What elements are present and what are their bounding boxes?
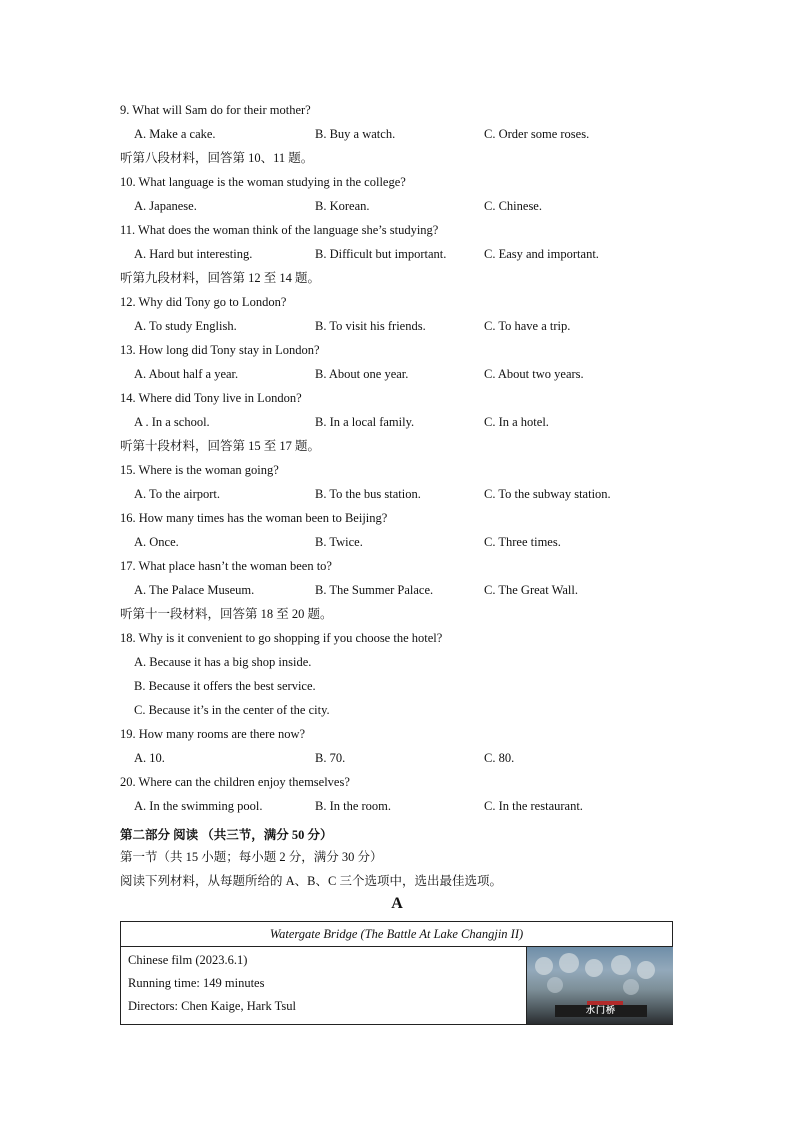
question-10: 10. What language is the woman studying in the college? xyxy=(120,175,406,189)
option-a: A. In the swimming pool. xyxy=(134,799,263,813)
option-a: A. Once. xyxy=(134,535,179,549)
film-release: Chinese film (2023.6.1) xyxy=(128,953,248,967)
option-a: A. 10. xyxy=(134,751,165,765)
option-b: B. Difficult but important. xyxy=(315,247,447,261)
option-c: C. 80. xyxy=(484,751,515,765)
option-b: B. To visit his friends. xyxy=(315,319,426,333)
section-heading: 听第十段材料，回答第 15 至 17 题。 xyxy=(120,439,321,453)
question-19: 19. How many rooms are there now? xyxy=(120,727,306,741)
option-b: B. In the room. xyxy=(315,799,392,813)
option-b: B. Twice. xyxy=(315,535,363,549)
option-b: B. Korean. xyxy=(315,199,370,213)
film-directors: Directors: Chen Kaige, Hark Tsul xyxy=(128,999,296,1013)
option-a: A. Make a cake. xyxy=(134,127,216,141)
film-info-box xyxy=(120,921,673,1025)
section-heading: 听第十一段材料，回答第 18 至 20 题。 xyxy=(120,607,333,621)
question-13: 13. How long did Tony stay in London? xyxy=(120,343,320,357)
poster-figure xyxy=(623,979,639,995)
option-c: C. In the restaurant. xyxy=(484,799,583,813)
option-c: C. In a hotel. xyxy=(484,415,549,429)
question-14: 14. Where did Tony live in London? xyxy=(120,391,302,405)
option-c: C. Three times. xyxy=(484,535,561,549)
poster-figure xyxy=(611,955,631,975)
option-a: A. Because it has a big shop inside. xyxy=(134,655,312,669)
film-title: Watergate Bridge (The Battle At Lake Changjin II) xyxy=(121,922,672,947)
part-subtitle: 第一节（共 15 小题；每小题 2 分，满分 30 分） xyxy=(120,850,383,864)
option-c: C. Easy and important. xyxy=(484,247,599,261)
poster-figure xyxy=(559,953,579,973)
option-b: B. About one year. xyxy=(315,367,409,381)
poster-figure xyxy=(585,959,603,977)
option-b: B. Buy a watch. xyxy=(315,127,396,141)
option-b: B. The Summer Palace. xyxy=(315,583,434,597)
film-running-time: Running time: 149 minutes xyxy=(128,976,265,990)
option-a: A . In a school. xyxy=(134,415,210,429)
option-c: C. Because it’s in the center of the city. xyxy=(134,703,330,717)
poster-figure xyxy=(535,957,553,975)
option-b: B. To the bus station. xyxy=(315,487,421,501)
question-11: 11. What does the woman think of the language she’s studying? xyxy=(120,223,439,237)
option-b: B. 70. xyxy=(315,751,346,765)
option-a: A. Hard but interesting. xyxy=(134,247,253,261)
option-c: C. To the subway station. xyxy=(484,487,611,501)
question-18: 18. Why is it convenient to go shopping if you choose the hotel? xyxy=(120,631,443,645)
option-c: C. About two years. xyxy=(484,367,584,381)
option-a: A. To study English. xyxy=(134,319,237,333)
option-c: C. The Great Wall. xyxy=(484,583,578,597)
question-17: 17. What place hasn’t the woman been to? xyxy=(120,559,332,573)
question-20: 20. Where can the children enjoy themselves? xyxy=(120,775,350,789)
film-poster-image xyxy=(526,947,673,1024)
question-15: 15. Where is the woman going? xyxy=(120,463,279,477)
option-a: A. To the airport. xyxy=(134,487,221,501)
option-c: C. To have a trip. xyxy=(484,319,571,333)
part-title: 第二部分 阅读 （共三节，满分 50 分） xyxy=(120,828,333,842)
question-9: 9. What will Sam do for their mother? xyxy=(120,103,311,117)
option-c: C. Chinese. xyxy=(484,199,542,213)
poster-figure xyxy=(637,961,655,979)
question-12: 12. Why did Tony go to London? xyxy=(120,295,287,309)
option-a: A. About half a year. xyxy=(134,367,239,381)
section-heading: 听第八段材料，回答第 10、11 题。 xyxy=(120,151,314,165)
section-heading: 听第九段材料，回答第 12 至 14 题。 xyxy=(120,271,321,285)
instruction: 阅读下列材料，从每题所给的 A、B、C 三个选项中，选出最佳选项。 xyxy=(120,874,502,888)
option-b: B. In a local family. xyxy=(315,415,415,429)
option-c: C. Order some roses. xyxy=(484,127,590,141)
passage-label: A xyxy=(391,895,403,912)
option-a: A. Japanese. xyxy=(134,199,197,213)
option-a: A. The Palace Museum. xyxy=(134,583,255,597)
option-b: B. Because it offers the best service. xyxy=(134,679,316,693)
question-16: 16. How many times has the woman been to Beijing? xyxy=(120,511,388,525)
poster-title: 水门桥 xyxy=(555,1005,647,1017)
poster-figure xyxy=(547,977,563,993)
